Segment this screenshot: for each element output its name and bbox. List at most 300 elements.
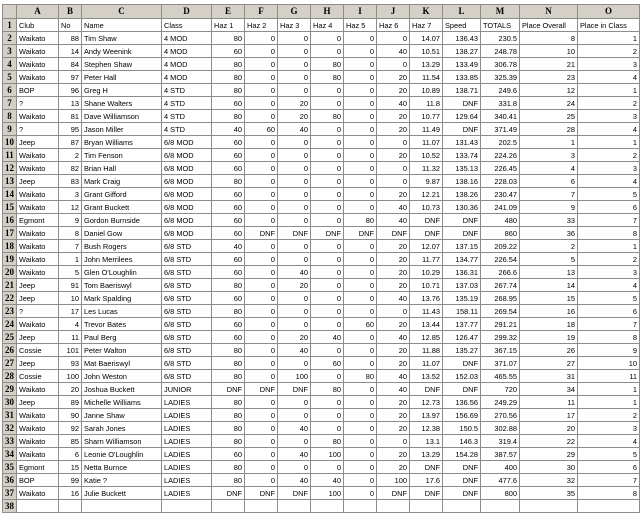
cell-m3[interactable]: 248.78 [481, 45, 520, 58]
cell-c31[interactable]: Janne Shaw [82, 409, 162, 422]
cell-i8[interactable]: 0 [344, 110, 377, 123]
cell-g18[interactable]: 0 [278, 240, 311, 253]
cell-i1[interactable]: Haz 5 [344, 19, 377, 32]
cell-l36[interactable]: DNF [443, 474, 481, 487]
cell-o37[interactable]: 8 [578, 487, 640, 500]
cell-h23[interactable]: 0 [311, 305, 344, 318]
cell-k1[interactable]: Haz 7 [410, 19, 443, 32]
cell-e33[interactable]: 80 [212, 435, 245, 448]
cell-j25[interactable]: 40 [377, 331, 410, 344]
cell-b19[interactable]: 1 [59, 253, 82, 266]
cell-k38[interactable] [410, 500, 443, 513]
cell-h7[interactable]: 0 [311, 97, 344, 110]
cell-n19[interactable]: 5 [520, 253, 578, 266]
cell-m26[interactable]: 367.15 [481, 344, 520, 357]
cell-m15[interactable]: 241.09 [481, 201, 520, 214]
cell-o30[interactable]: 1 [578, 396, 640, 409]
cell-j24[interactable]: 20 [377, 318, 410, 331]
cell-k11[interactable]: 10.52 [410, 149, 443, 162]
cell-n14[interactable]: 7 [520, 188, 578, 201]
cell-i36[interactable]: 0 [344, 474, 377, 487]
row-header[interactable]: 36 [3, 474, 17, 487]
cell-g26[interactable]: 40 [278, 344, 311, 357]
cell-g8[interactable]: 20 [278, 110, 311, 123]
cell-k30[interactable]: 12.73 [410, 396, 443, 409]
cell-m8[interactable]: 340.41 [481, 110, 520, 123]
cell-m37[interactable]: 800 [481, 487, 520, 500]
column-header-m[interactable]: M [481, 5, 520, 19]
cell-i6[interactable]: 0 [344, 84, 377, 97]
cell-k7[interactable]: 11.8 [410, 97, 443, 110]
cell-d23[interactable]: 6/8 STD [162, 305, 212, 318]
cell-b36[interactable]: 99 [59, 474, 82, 487]
cell-h27[interactable]: 60 [311, 357, 344, 370]
cell-k28[interactable]: 13.52 [410, 370, 443, 383]
cell-f32[interactable]: 0 [245, 422, 278, 435]
cell-j20[interactable]: 20 [377, 266, 410, 279]
cell-c17[interactable]: Daniel Gow [82, 227, 162, 240]
cell-f4[interactable]: 0 [245, 58, 278, 71]
cell-m9[interactable]: 371.49 [481, 123, 520, 136]
cell-k10[interactable]: 11.07 [410, 136, 443, 149]
cell-l14[interactable]: 138.26 [443, 188, 481, 201]
cell-a30[interactable]: Jeep [17, 396, 59, 409]
cell-j33[interactable]: 0 [377, 435, 410, 448]
cell-m6[interactable]: 249.6 [481, 84, 520, 97]
cell-k3[interactable]: 10.51 [410, 45, 443, 58]
cell-g2[interactable]: 0 [278, 32, 311, 45]
cell-k29[interactable]: DNF [410, 383, 443, 396]
cell-h11[interactable]: 0 [311, 149, 344, 162]
cell-k19[interactable]: 11.77 [410, 253, 443, 266]
cell-g33[interactable]: 0 [278, 435, 311, 448]
cell-m31[interactable]: 270.56 [481, 409, 520, 422]
cell-g10[interactable]: 0 [278, 136, 311, 149]
cell-c38[interactable] [82, 500, 162, 513]
cell-m16[interactable]: 480 [481, 214, 520, 227]
cell-k23[interactable]: 11.43 [410, 305, 443, 318]
cell-n17[interactable]: 36 [520, 227, 578, 240]
cell-d33[interactable]: LADIES [162, 435, 212, 448]
cell-k13[interactable]: 9.87 [410, 175, 443, 188]
cell-h2[interactable]: 0 [311, 32, 344, 45]
cell-i25[interactable]: 0 [344, 331, 377, 344]
cell-c13[interactable]: Mark Craig [82, 175, 162, 188]
cell-l33[interactable]: 146.3 [443, 435, 481, 448]
cell-l27[interactable]: DNF [443, 357, 481, 370]
row-header[interactable]: 38 [3, 500, 17, 513]
cell-a3[interactable]: Waikato [17, 45, 59, 58]
cell-i14[interactable]: 0 [344, 188, 377, 201]
row-header[interactable]: 10 [3, 136, 17, 149]
cell-o24[interactable]: 7 [578, 318, 640, 331]
cell-j38[interactable] [377, 500, 410, 513]
cell-n15[interactable]: 9 [520, 201, 578, 214]
cell-e2[interactable]: 80 [212, 32, 245, 45]
cell-n12[interactable]: 4 [520, 162, 578, 175]
cell-l35[interactable]: DNF [443, 461, 481, 474]
cell-i35[interactable]: 0 [344, 461, 377, 474]
cell-i3[interactable]: 0 [344, 45, 377, 58]
row-header[interactable]: 9 [3, 123, 17, 136]
cell-c6[interactable]: Greg H [82, 84, 162, 97]
cell-l26[interactable]: 135.27 [443, 344, 481, 357]
cell-k33[interactable]: 13.1 [410, 435, 443, 448]
cell-h10[interactable]: 0 [311, 136, 344, 149]
cell-i19[interactable]: 0 [344, 253, 377, 266]
row-header[interactable]: 21 [3, 279, 17, 292]
cell-f8[interactable]: 0 [245, 110, 278, 123]
cell-g20[interactable]: 40 [278, 266, 311, 279]
cell-h3[interactable]: 0 [311, 45, 344, 58]
cell-n7[interactable]: 24 [520, 97, 578, 110]
cell-l20[interactable]: 136.31 [443, 266, 481, 279]
cell-c36[interactable]: Katie ? [82, 474, 162, 487]
cell-l22[interactable]: 135.19 [443, 292, 481, 305]
cell-f16[interactable]: 0 [245, 214, 278, 227]
cell-o33[interactable]: 4 [578, 435, 640, 448]
cell-l12[interactable]: 135.13 [443, 162, 481, 175]
row-header[interactable]: 2 [3, 32, 17, 45]
cell-b29[interactable]: 20 [59, 383, 82, 396]
cell-n37[interactable]: 35 [520, 487, 578, 500]
cell-f29[interactable]: DNF [245, 383, 278, 396]
cell-o19[interactable]: 2 [578, 253, 640, 266]
row-header[interactable]: 37 [3, 487, 17, 500]
cell-f15[interactable]: 0 [245, 201, 278, 214]
cell-l21[interactable]: 137.03 [443, 279, 481, 292]
cell-a33[interactable]: Waikato [17, 435, 59, 448]
cell-e25[interactable]: 60 [212, 331, 245, 344]
cell-o16[interactable]: 7 [578, 214, 640, 227]
row-header[interactable]: 22 [3, 292, 17, 305]
cell-l15[interactable]: 130.36 [443, 201, 481, 214]
column-header-d[interactable]: D [162, 5, 212, 19]
cell-d38[interactable] [162, 500, 212, 513]
cell-n28[interactable]: 31 [520, 370, 578, 383]
cell-a1[interactable]: Club [17, 19, 59, 32]
cell-o13[interactable]: 4 [578, 175, 640, 188]
cell-f23[interactable]: 0 [245, 305, 278, 318]
cell-e16[interactable]: 60 [212, 214, 245, 227]
cell-b10[interactable]: 87 [59, 136, 82, 149]
cell-b34[interactable]: 6 [59, 448, 82, 461]
cell-j12[interactable]: 0 [377, 162, 410, 175]
cell-o25[interactable]: 8 [578, 331, 640, 344]
cell-e32[interactable]: 80 [212, 422, 245, 435]
column-header-j[interactable]: J [377, 5, 410, 19]
cell-d1[interactable]: Class [162, 19, 212, 32]
cell-f14[interactable]: 0 [245, 188, 278, 201]
cell-i7[interactable]: 0 [344, 97, 377, 110]
cell-h17[interactable]: DNF [311, 227, 344, 240]
cell-h38[interactable] [311, 500, 344, 513]
row-header[interactable]: 24 [3, 318, 17, 331]
cell-c4[interactable]: Stephen Shaw [82, 58, 162, 71]
row-header[interactable]: 11 [3, 149, 17, 162]
cell-h13[interactable]: 0 [311, 175, 344, 188]
cell-b25[interactable]: 11 [59, 331, 82, 344]
cell-k24[interactable]: 13.44 [410, 318, 443, 331]
cell-f27[interactable]: 0 [245, 357, 278, 370]
cell-f19[interactable]: 0 [245, 253, 278, 266]
cell-o15[interactable]: 6 [578, 201, 640, 214]
cell-m7[interactable]: 331.8 [481, 97, 520, 110]
cell-a20[interactable]: Waikato [17, 266, 59, 279]
row-header[interactable]: 26 [3, 344, 17, 357]
cell-e3[interactable]: 60 [212, 45, 245, 58]
cell-a7[interactable]: ? [17, 97, 59, 110]
cell-d25[interactable]: 6/8 STD [162, 331, 212, 344]
cell-l25[interactable]: 126.47 [443, 331, 481, 344]
column-header-c[interactable]: C [82, 5, 162, 19]
cell-n33[interactable]: 22 [520, 435, 578, 448]
cell-j13[interactable]: 0 [377, 175, 410, 188]
cell-c23[interactable]: Les Lucas [82, 305, 162, 318]
cell-b7[interactable]: 13 [59, 97, 82, 110]
cell-m23[interactable]: 269.54 [481, 305, 520, 318]
cell-g27[interactable]: 0 [278, 357, 311, 370]
cell-j19[interactable]: 20 [377, 253, 410, 266]
cell-j16[interactable]: 40 [377, 214, 410, 227]
cell-o4[interactable]: 3 [578, 58, 640, 71]
cell-l24[interactable]: 137.77 [443, 318, 481, 331]
cell-j18[interactable]: 20 [377, 240, 410, 253]
cell-a35[interactable]: Egmont [17, 461, 59, 474]
cell-f6[interactable]: 0 [245, 84, 278, 97]
cell-o29[interactable]: 1 [578, 383, 640, 396]
cell-d11[interactable]: 6/8 MOD [162, 149, 212, 162]
cell-b33[interactable]: 85 [59, 435, 82, 448]
cell-l31[interactable]: 156.69 [443, 409, 481, 422]
cell-o10[interactable]: 1 [578, 136, 640, 149]
cell-a14[interactable]: Waikato [17, 188, 59, 201]
cell-n3[interactable]: 10 [520, 45, 578, 58]
cell-e19[interactable]: 60 [212, 253, 245, 266]
cell-m30[interactable]: 249.29 [481, 396, 520, 409]
cell-h33[interactable]: 80 [311, 435, 344, 448]
cell-c20[interactable]: Glen O'Loughlin [82, 266, 162, 279]
cell-b15[interactable]: 12 [59, 201, 82, 214]
cell-g13[interactable]: 0 [278, 175, 311, 188]
cell-g15[interactable]: 0 [278, 201, 311, 214]
cell-m34[interactable]: 387.57 [481, 448, 520, 461]
cell-d3[interactable]: 4 MOD [162, 45, 212, 58]
cell-b8[interactable]: 81 [59, 110, 82, 123]
cell-e30[interactable]: 80 [212, 396, 245, 409]
cell-h16[interactable]: 0 [311, 214, 344, 227]
cell-k4[interactable]: 13.29 [410, 58, 443, 71]
cell-b22[interactable]: 10 [59, 292, 82, 305]
row-header[interactable]: 19 [3, 253, 17, 266]
cell-n13[interactable]: 6 [520, 175, 578, 188]
cell-g38[interactable] [278, 500, 311, 513]
cell-j8[interactable]: 20 [377, 110, 410, 123]
cell-l3[interactable]: 138.27 [443, 45, 481, 58]
cell-d14[interactable]: 6/8 MOD [162, 188, 212, 201]
cell-j36[interactable]: 100 [377, 474, 410, 487]
cell-c34[interactable]: Leonie O'Loughlin [82, 448, 162, 461]
cell-e10[interactable]: 60 [212, 136, 245, 149]
cell-l4[interactable]: 133.49 [443, 58, 481, 71]
cell-m17[interactable]: 860 [481, 227, 520, 240]
cell-c3[interactable]: Andy Weenink [82, 45, 162, 58]
cell-g7[interactable]: 20 [278, 97, 311, 110]
cell-f24[interactable]: 0 [245, 318, 278, 331]
cell-g6[interactable]: 0 [278, 84, 311, 97]
cell-o32[interactable]: 3 [578, 422, 640, 435]
cell-j21[interactable]: 20 [377, 279, 410, 292]
cell-k22[interactable]: 13.76 [410, 292, 443, 305]
cell-l8[interactable]: 129.64 [443, 110, 481, 123]
row-header[interactable]: 15 [3, 201, 17, 214]
cell-c12[interactable]: Brian Hall [82, 162, 162, 175]
cell-m22[interactable]: 268.95 [481, 292, 520, 305]
cell-d16[interactable]: 6/8 MOD [162, 214, 212, 227]
cell-l7[interactable]: DNF [443, 97, 481, 110]
cell-i11[interactable]: 0 [344, 149, 377, 162]
cell-k8[interactable]: 10.77 [410, 110, 443, 123]
cell-m11[interactable]: 224.26 [481, 149, 520, 162]
cell-b13[interactable]: 83 [59, 175, 82, 188]
cell-i22[interactable]: 0 [344, 292, 377, 305]
cell-m25[interactable]: 299.32 [481, 331, 520, 344]
cell-e22[interactable]: 60 [212, 292, 245, 305]
cell-i32[interactable]: 0 [344, 422, 377, 435]
cell-j1[interactable]: Haz 6 [377, 19, 410, 32]
cell-d26[interactable]: 6/8 STD [162, 344, 212, 357]
cell-g5[interactable]: 0 [278, 71, 311, 84]
cell-m1[interactable]: TOTALS [481, 19, 520, 32]
cell-j17[interactable]: DNF [377, 227, 410, 240]
cell-d29[interactable]: JUNIOR [162, 383, 212, 396]
cell-h31[interactable]: 0 [311, 409, 344, 422]
cell-m19[interactable]: 226.54 [481, 253, 520, 266]
cell-j27[interactable]: 20 [377, 357, 410, 370]
cell-f30[interactable]: 0 [245, 396, 278, 409]
cell-l34[interactable]: 154.28 [443, 448, 481, 461]
cell-o21[interactable]: 4 [578, 279, 640, 292]
cell-i20[interactable]: 0 [344, 266, 377, 279]
cell-b18[interactable]: 7 [59, 240, 82, 253]
cell-c33[interactable]: Sharn Williamson [82, 435, 162, 448]
cell-i18[interactable]: 0 [344, 240, 377, 253]
cell-d5[interactable]: 4 MOD [162, 71, 212, 84]
cell-d32[interactable]: LADIES [162, 422, 212, 435]
cell-i15[interactable]: 0 [344, 201, 377, 214]
cell-n25[interactable]: 19 [520, 331, 578, 344]
cell-o18[interactable]: 1 [578, 240, 640, 253]
cell-m14[interactable]: 230.47 [481, 188, 520, 201]
cell-l18[interactable]: 137.15 [443, 240, 481, 253]
column-header-h[interactable]: H [311, 5, 344, 19]
cell-c15[interactable]: Grant Buckett [82, 201, 162, 214]
cell-a6[interactable]: BOP [17, 84, 59, 97]
cell-n9[interactable]: 28 [520, 123, 578, 136]
cell-a25[interactable]: Jeep [17, 331, 59, 344]
cell-h32[interactable]: 0 [311, 422, 344, 435]
cell-e6[interactable]: 80 [212, 84, 245, 97]
cell-f31[interactable]: 0 [245, 409, 278, 422]
cell-e28[interactable]: 80 [212, 370, 245, 383]
cell-i27[interactable]: 0 [344, 357, 377, 370]
cell-a28[interactable]: Cossie [17, 370, 59, 383]
row-header[interactable]: 1 [3, 19, 17, 32]
cell-h24[interactable]: 0 [311, 318, 344, 331]
cell-o9[interactable]: 4 [578, 123, 640, 136]
cell-m2[interactable]: 230.5 [481, 32, 520, 45]
cell-j23[interactable]: 0 [377, 305, 410, 318]
cell-a32[interactable]: Waikato [17, 422, 59, 435]
cell-k6[interactable]: 10.89 [410, 84, 443, 97]
cell-m13[interactable]: 228.03 [481, 175, 520, 188]
cell-m18[interactable]: 209.22 [481, 240, 520, 253]
cell-k2[interactable]: 14.07 [410, 32, 443, 45]
cell-j3[interactable]: 40 [377, 45, 410, 58]
cell-a24[interactable]: Waikato [17, 318, 59, 331]
cell-a27[interactable]: Jeep [17, 357, 59, 370]
cell-h5[interactable]: 80 [311, 71, 344, 84]
cell-e12[interactable]: 60 [212, 162, 245, 175]
row-header[interactable]: 6 [3, 84, 17, 97]
cell-g11[interactable]: 0 [278, 149, 311, 162]
cell-b1[interactable]: No [59, 19, 82, 32]
cell-l29[interactable]: DNF [443, 383, 481, 396]
cell-i33[interactable]: 0 [344, 435, 377, 448]
cell-f10[interactable]: 0 [245, 136, 278, 149]
row-header[interactable]: 29 [3, 383, 17, 396]
cell-d36[interactable]: LADIES [162, 474, 212, 487]
cell-e17[interactable]: 60 [212, 227, 245, 240]
cell-n24[interactable]: 18 [520, 318, 578, 331]
cell-n22[interactable]: 15 [520, 292, 578, 305]
cell-c22[interactable]: Mark Spalding [82, 292, 162, 305]
cell-j10[interactable]: 0 [377, 136, 410, 149]
cell-i34[interactable]: 0 [344, 448, 377, 461]
cell-m36[interactable]: 477.6 [481, 474, 520, 487]
cell-d21[interactable]: 6/8 STD [162, 279, 212, 292]
cell-c32[interactable]: Sarah Jones [82, 422, 162, 435]
cell-b2[interactable]: 88 [59, 32, 82, 45]
cell-d27[interactable]: 6/8 STD [162, 357, 212, 370]
cell-f34[interactable]: 0 [245, 448, 278, 461]
cell-j37[interactable]: DNF [377, 487, 410, 500]
cell-k17[interactable]: DNF [410, 227, 443, 240]
cell-c27[interactable]: Mat Baeriswyl [82, 357, 162, 370]
cell-f12[interactable]: 0 [245, 162, 278, 175]
cell-a15[interactable]: Waikato [17, 201, 59, 214]
cell-f9[interactable]: 60 [245, 123, 278, 136]
cell-l28[interactable]: 152.03 [443, 370, 481, 383]
cell-k26[interactable]: 11.88 [410, 344, 443, 357]
cell-a4[interactable]: Waikato [17, 58, 59, 71]
cell-f11[interactable]: 0 [245, 149, 278, 162]
cell-o27[interactable]: 10 [578, 357, 640, 370]
cell-m28[interactable]: 465.55 [481, 370, 520, 383]
cell-o11[interactable]: 2 [578, 149, 640, 162]
cell-c5[interactable]: Peter Hall [82, 71, 162, 84]
cell-m20[interactable]: 266.6 [481, 266, 520, 279]
cell-o17[interactable]: 8 [578, 227, 640, 240]
cell-g17[interactable]: DNF [278, 227, 311, 240]
cell-d28[interactable]: 6/8 STD [162, 370, 212, 383]
cell-f38[interactable] [245, 500, 278, 513]
cell-c37[interactable]: Julie Buckett [82, 487, 162, 500]
cell-j6[interactable]: 20 [377, 84, 410, 97]
cell-e4[interactable]: 80 [212, 58, 245, 71]
cell-m38[interactable] [481, 500, 520, 513]
cell-g21[interactable]: 20 [278, 279, 311, 292]
